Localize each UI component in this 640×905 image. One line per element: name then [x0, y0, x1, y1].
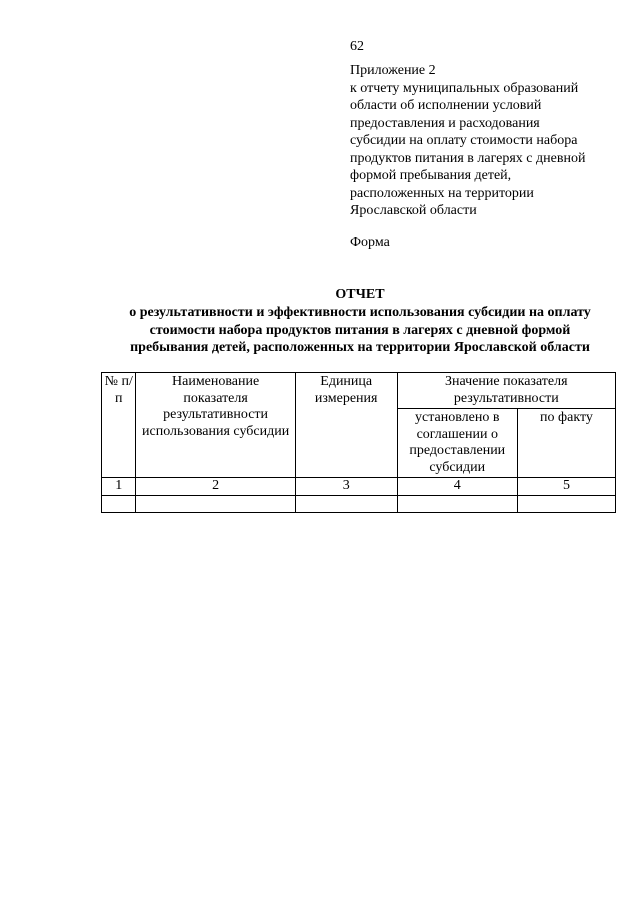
- report-title: ОТЧЕТ: [335, 287, 385, 302]
- report-subtitle: [90, 304, 630, 357]
- appendix-line: расположенных на территории: [350, 185, 534, 201]
- header-actual-value: по факту: [517, 409, 615, 478]
- appendix-line: Приложение 2: [350, 63, 436, 78]
- table-cell[interactable]: [102, 495, 136, 512]
- column-number-cell: 3: [295, 478, 397, 496]
- table-header-row: [102, 373, 616, 409]
- page-number: 62: [350, 39, 364, 54]
- appendix-line: субсидии на оплату стоимости набора: [350, 133, 578, 148]
- table-cell[interactable]: [397, 495, 517, 512]
- column-number-cell: 1: [102, 478, 136, 496]
- header-number: № п/п: [102, 373, 136, 478]
- table-number-row: [102, 478, 616, 496]
- table-cell[interactable]: [517, 495, 615, 512]
- header-indicator-value: Значение показателя результативности: [397, 373, 615, 409]
- appendix-line: Ярославской области: [350, 203, 477, 218]
- appendix-line: продуктов питания в лагерях с дневной: [350, 150, 586, 166]
- column-number-cell: 4: [397, 478, 517, 496]
- header-unit: Единица измерения: [295, 373, 397, 478]
- report-subtitle-line: о результативности и эффективности использования субсидии на оплату: [129, 305, 591, 320]
- header-indicator-name: Наименование показателя результативности использования субсидии: [136, 373, 295, 478]
- table-cell[interactable]: [295, 495, 397, 512]
- appendix-line: предоставления и расходования: [350, 115, 540, 131]
- appendix-line: области об исполнении условий: [350, 98, 542, 113]
- form-label: Форма: [350, 235, 390, 250]
- report-subtitle-line: стоимости набора продуктов питания в лагерях с дневной формой: [149, 322, 571, 338]
- header-agreement-value: установлено в соглашении о предоставлении субсидии: [397, 409, 517, 478]
- table-row: [102, 495, 616, 512]
- report-table: [101, 372, 616, 513]
- appendix-line: к отчету муниципальных образований: [350, 80, 579, 96]
- column-number-cell: 5: [517, 478, 615, 496]
- table-cell[interactable]: [136, 495, 295, 512]
- column-number-cell: 2: [136, 478, 295, 496]
- appendix-note: [350, 62, 625, 220]
- appendix-line: формой пребывания детей,: [350, 168, 512, 183]
- report-subtitle-line: пребывания детей, расположенных на территории Ярославской области: [130, 340, 590, 355]
